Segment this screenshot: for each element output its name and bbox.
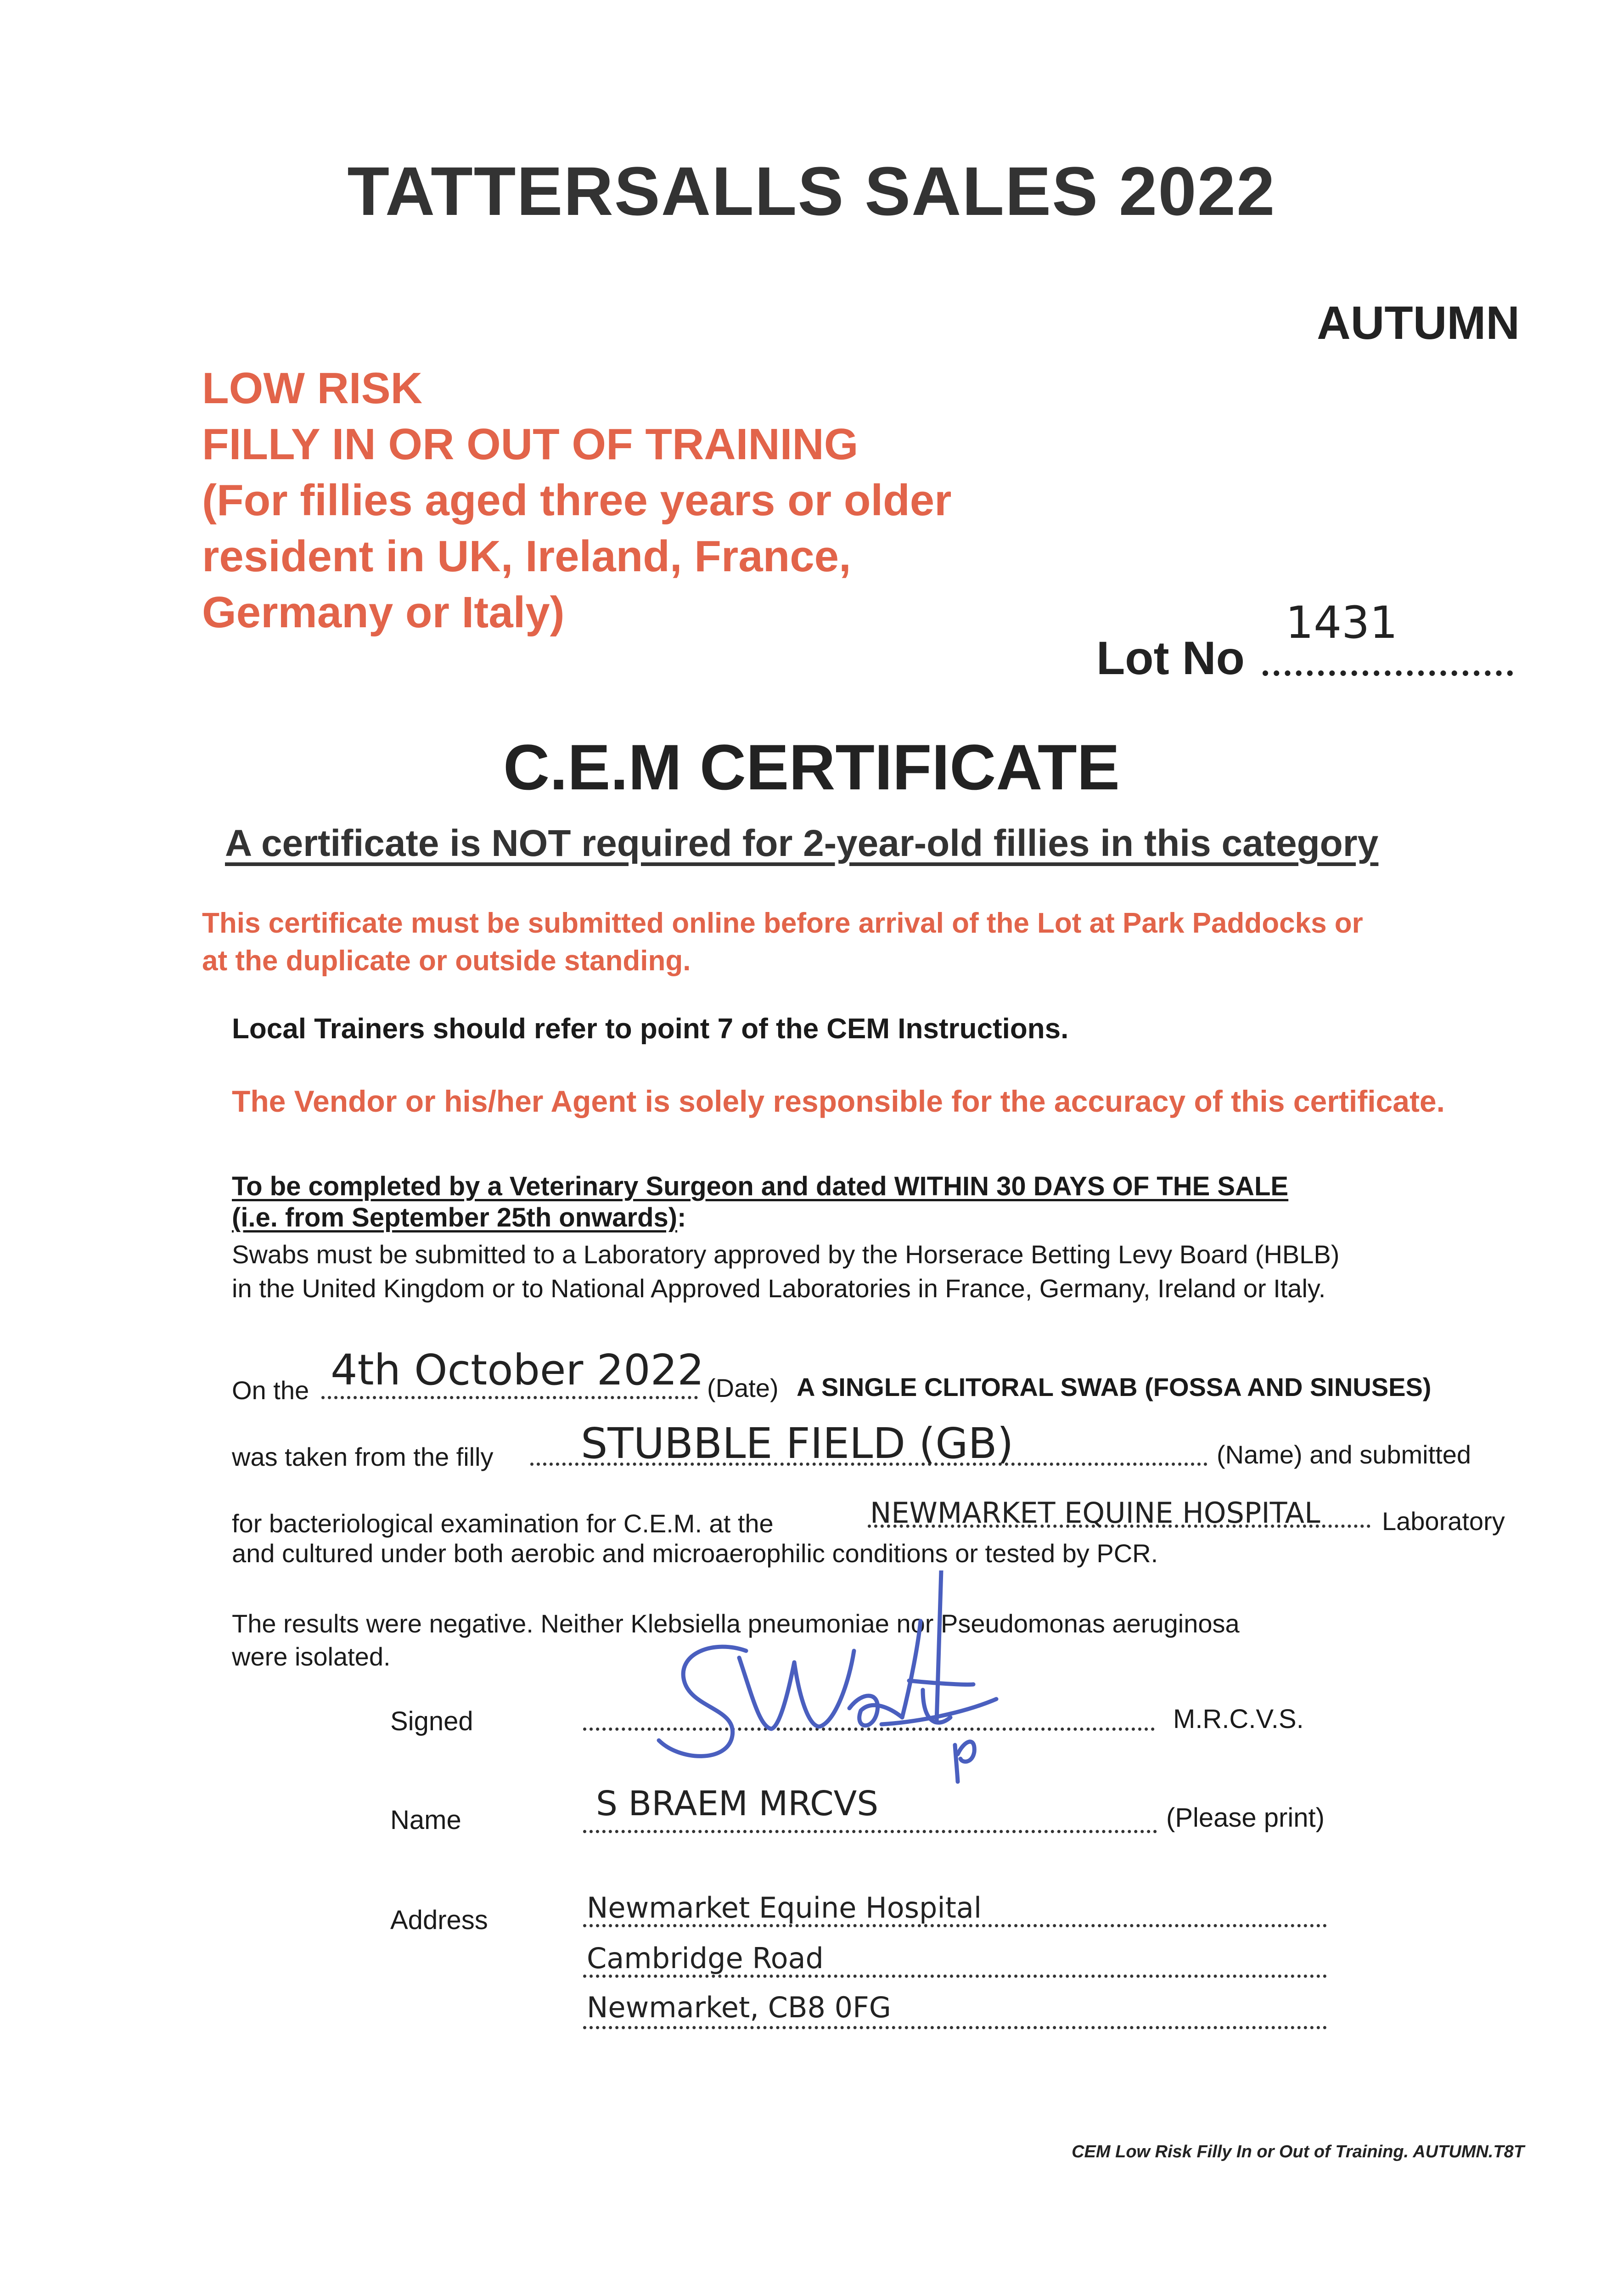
address-line-field[interactable] [583,2026,1327,2029]
date-field[interactable] [321,1396,698,1399]
results-line: were isolated. [232,1642,391,1671]
category-line: LOW RISK [202,364,422,413]
season-label: AUTUMN [1317,297,1520,349]
address-line-field[interactable] [583,1924,1327,1927]
address-line-value: Newmarket, CB8 0FG [587,1991,891,2024]
lot-number-field[interactable] [1263,670,1513,676]
category-block [202,360,1120,641]
culture-text: and cultured under both aerobic and microaerophilic conditions or tested by PCR. [232,1539,1158,1568]
date-suffix: (Date) [707,1373,779,1402]
signed-label: Signed [390,1706,473,1736]
vet-heading-line: To be completed by a Veterinary Surgeon and dated WITHIN 30 DAYS OF THE SALE [232,1171,1289,1201]
vet-instructions-heading [232,1171,1288,1233]
category-line: (For fillies aged three years or older [202,476,952,525]
certificate-title: C.E.M CERTIFICATE [503,731,1120,803]
form-reference: CEM Low Risk Filly In or Out of Training. AUTUMN.T8T [1072,2142,1524,2161]
lab-suffix: Laboratory [1382,1507,1505,1536]
mrcvs-label: M.R.C.V.S. [1173,1704,1304,1734]
address-line-value: Cambridge Road [587,1941,824,1975]
not-required-notice: A certificate is NOT required for 2-year-old fillies in this category [225,822,1379,864]
swab-line: Swabs must be submitted to a Laboratory approved by the Horserace Betting Levy Board (HBLB) [232,1240,1340,1269]
vet-heading-colon: : [677,1203,686,1232]
please-print-label: (Please print) [1166,1803,1325,1833]
exam-prefix: for bacteriological examination for C.E.M. at the [232,1509,774,1538]
name-suffix: (Name) and submitted [1217,1440,1471,1469]
lot-number-value: 1431 [1286,597,1398,648]
swab-line: in the United Kingdom or to National Approved Laboratories in France, Germany, Ireland or Italy. [232,1274,1326,1303]
address-line-value: Newmarket Equine Hospital [587,1891,982,1925]
laboratory-value: NEWMARKET EQUINE HOSPITAL [870,1496,1320,1530]
category-line: resident in UK, Ireland, France, [202,532,851,581]
name-label: Name [390,1805,461,1835]
date-value: 4th October 2022 [331,1345,704,1395]
swab-instructions [232,1238,1339,1306]
address-label: Address [390,1905,488,1935]
filly-name-value: STUBBLE FIELD (GB) [581,1419,1014,1468]
results-line: The results were negative. Neither Klebsiella pneumoniae nor Pseudomonas aeruginosa [232,1609,1240,1638]
on-the-label: On the [232,1376,309,1405]
lot-label: Lot No [1096,632,1245,684]
taken-from-label: was taken from the filly [232,1442,494,1471]
address-line-field[interactable] [583,1975,1327,1978]
submission-note-line: This certificate must be submitted online before arrival of the Lot at Park Paddocks or [202,907,1363,939]
main-title: TATTERSALLS SALES 2022 [347,152,1276,230]
swab-type: A SINGLE CLITORAL SWAB (FOSSA AND SINUSES) [797,1373,1432,1401]
vendor-responsibility-note: The Vendor or his/her Agent is solely responsible for the accuracy of this certificate. [232,1084,1445,1118]
category-line: Germany or Italy) [202,588,565,637]
submission-note [202,905,1363,980]
category-line: FILLY IN OR OUT OF TRAINING [202,420,859,469]
printed-name-field[interactable] [583,1830,1157,1833]
submission-note-line: at the duplicate or outside standing. [202,945,691,977]
printed-name-value: S BRAEM MRCVS [596,1784,879,1823]
vet-heading-line: (i.e. from September 25th onwards) [232,1203,678,1232]
local-trainers-note: Local Trainers should refer to point 7 of the CEM Instructions. [232,1013,1069,1045]
